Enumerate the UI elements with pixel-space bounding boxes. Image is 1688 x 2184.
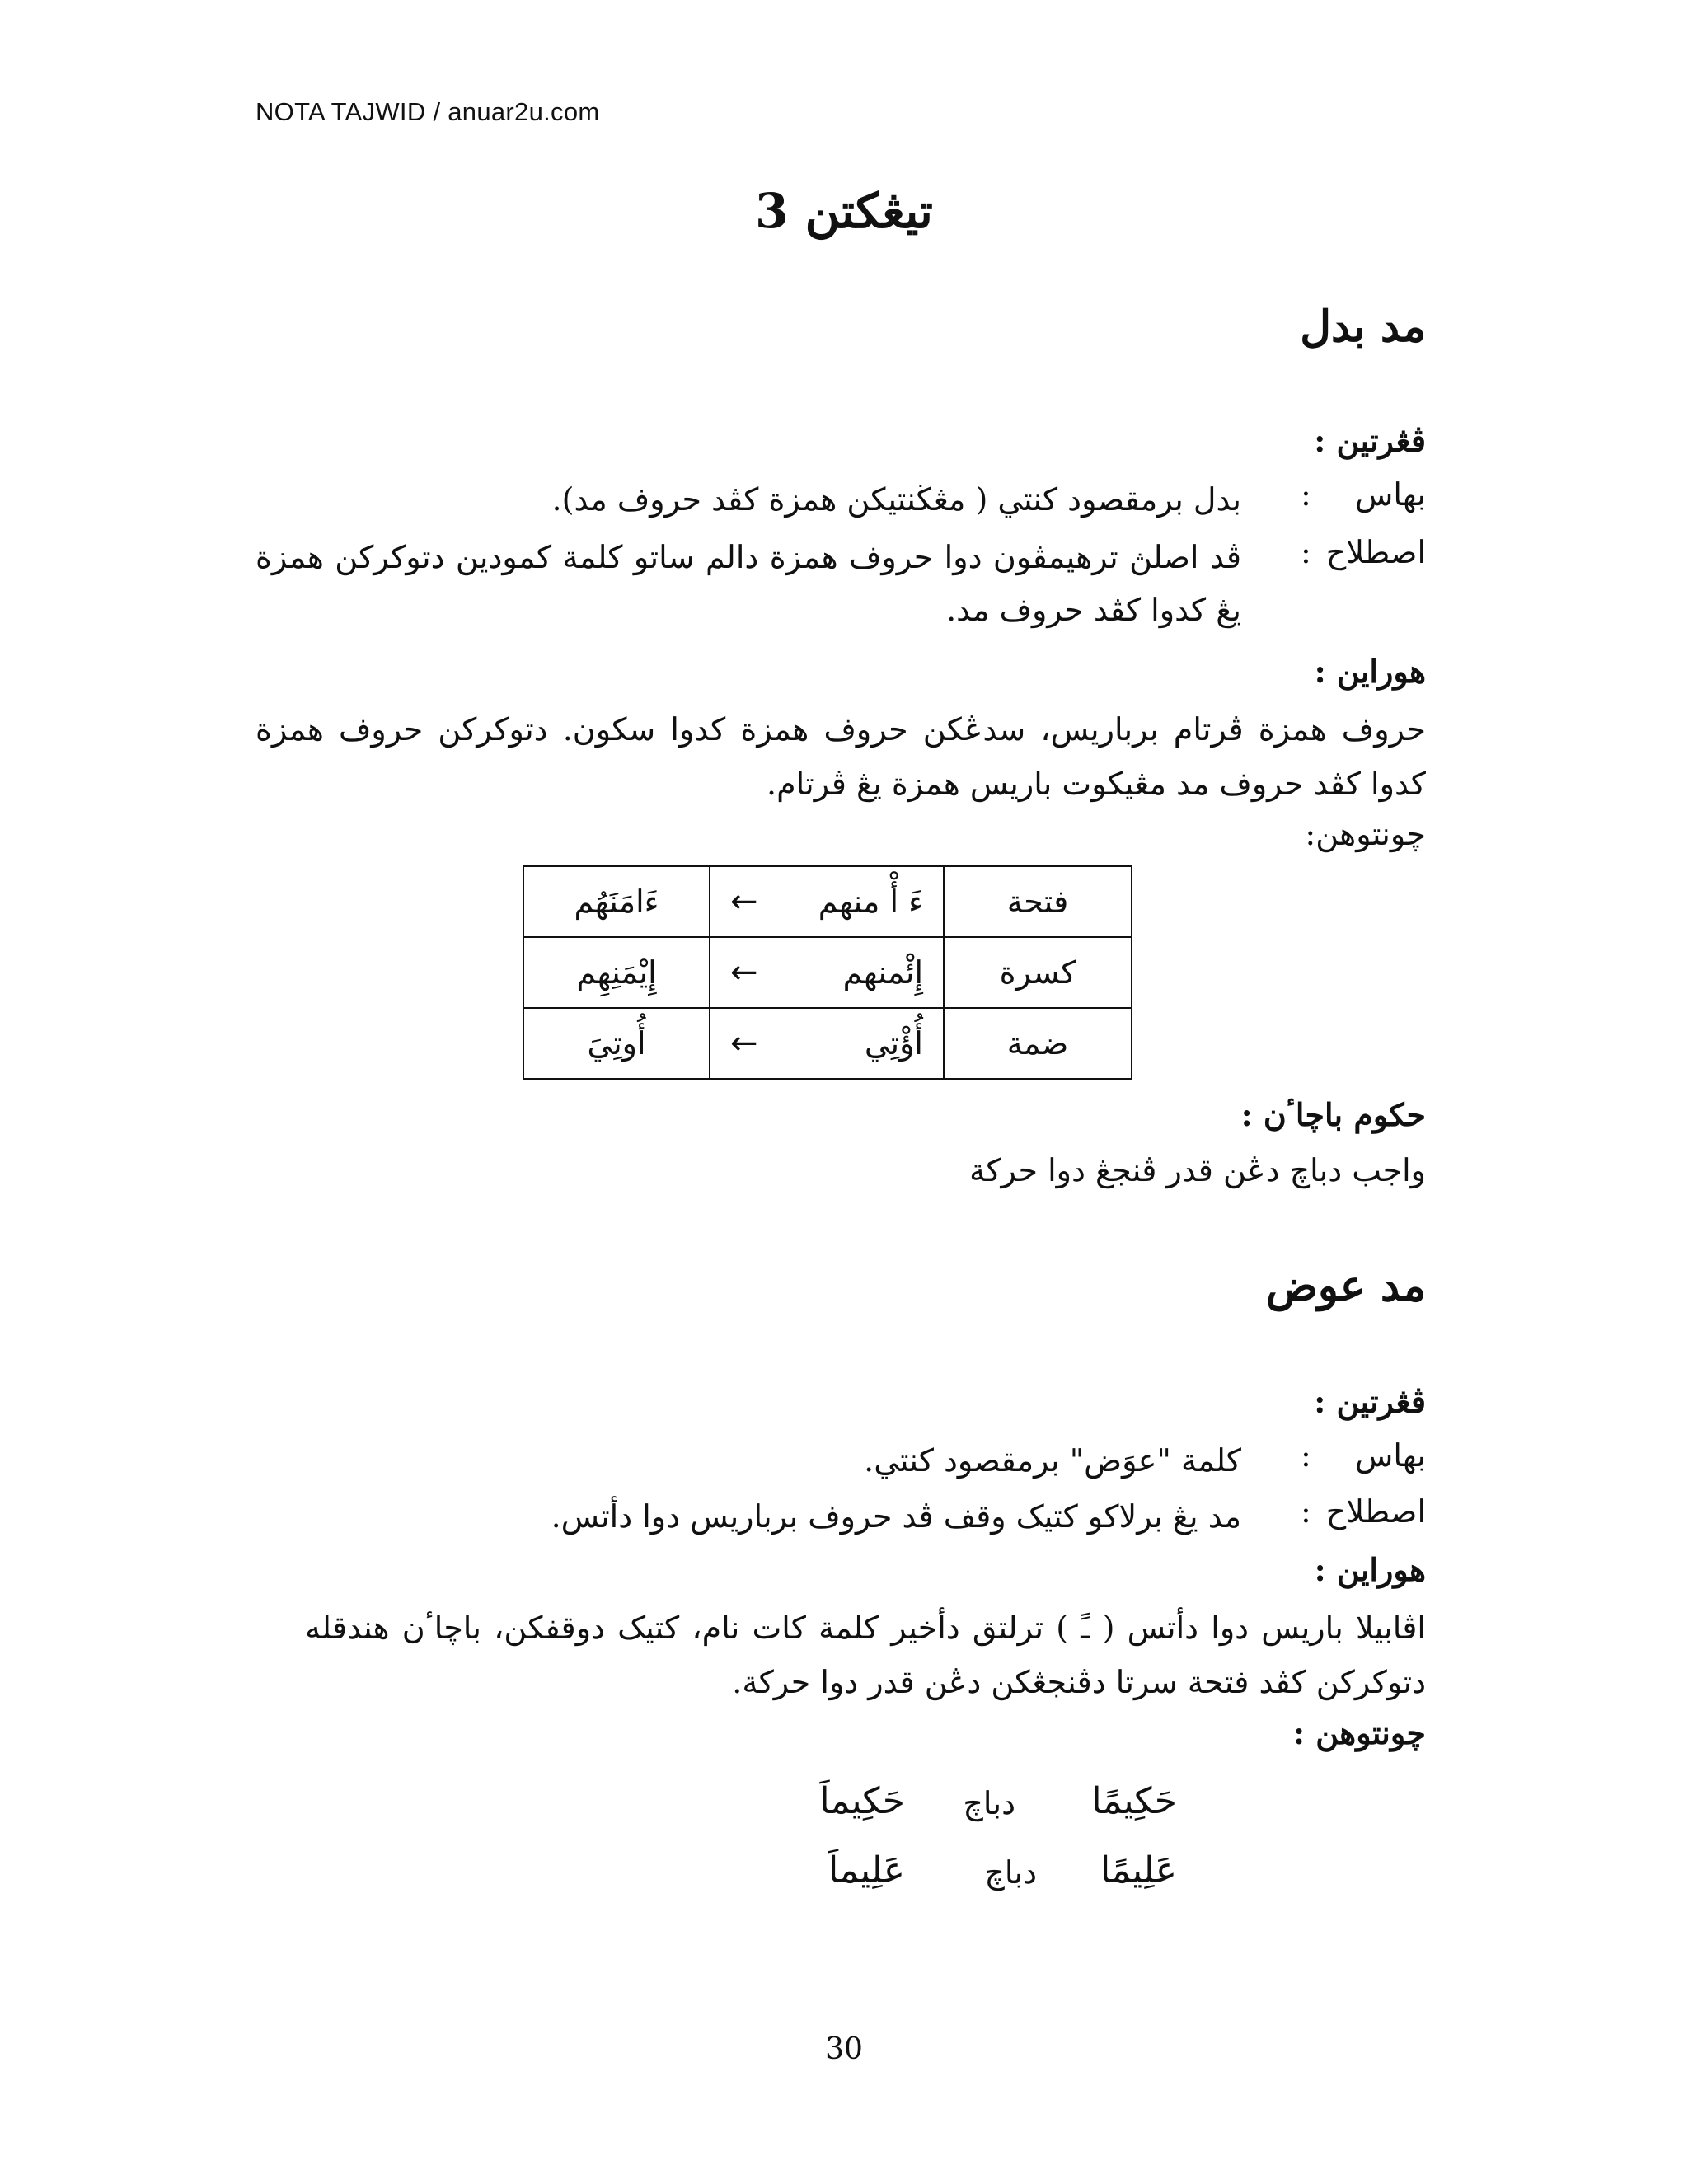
istilah-text: مد يڠ برلاكو كتيک وقف ڤد حروف برباريس دوا دأتس. xyxy=(551,1498,1241,1535)
arrow-left-icon: ← xyxy=(730,1024,758,1062)
source-word: ءَ أْ منهم xyxy=(818,883,923,920)
bahasa-text: بدل برمقصود كنتي ( مڠڬنتيكن همزة كڤد حروف مد). xyxy=(551,481,1241,518)
ruling-text: واجب دباچ دڠن قدر ڤنجڠ دوا حركة xyxy=(969,1152,1426,1188)
result-word: ءَامَنَهُم xyxy=(523,866,710,937)
table-row xyxy=(523,937,1132,1008)
istilah-text: ڤد اصلڽ ترهيمڤون دوا حروف همزة دالم ساتو كلمة كمودين دتوكركن همزة يڠ كدوا كڤد حروف مد. xyxy=(256,539,1241,628)
harakat-label: ضمة xyxy=(944,1008,1132,1079)
istilah-colon: : xyxy=(1301,1493,1311,1530)
definition-heading: ڤڠرتين : xyxy=(1314,422,1426,459)
source-cell xyxy=(710,937,944,1008)
definition-heading: ڤڠرتين : xyxy=(1314,1383,1426,1420)
bahasa-term: بهاس xyxy=(1354,1437,1426,1474)
bahasa-text: كلمة "عوَض" برمقصود كنتي. xyxy=(864,1442,1241,1479)
example-table xyxy=(523,865,1132,1080)
harakat-label: كسرة xyxy=(944,937,1132,1008)
example-connector: دباچ xyxy=(984,1854,1037,1891)
bahasa-term: بهاس xyxy=(1354,476,1426,513)
source-cell xyxy=(710,1008,944,1079)
section-heading-mad-iwad: مد عوض xyxy=(1265,1261,1426,1311)
source-word: إِئْمنهم xyxy=(842,954,923,991)
istilah-colon: : xyxy=(1301,534,1311,570)
example-word: حَكِيمًا xyxy=(1091,1780,1177,1822)
section-heading-mad-badal: مد بدل xyxy=(1300,302,1426,352)
explanation-heading: هوراين : xyxy=(1314,1551,1426,1588)
example-connector: دباچ xyxy=(963,1785,1015,1821)
table-row xyxy=(523,1008,1132,1079)
bahasa-colon: : xyxy=(1301,1437,1311,1474)
example-word: عَلِيمًا xyxy=(1100,1849,1177,1891)
table-row xyxy=(523,866,1132,937)
istilah-term: اصطلاح xyxy=(1325,1493,1426,1530)
arrow-left-icon: ← xyxy=(730,883,758,921)
source-word: أُؤْتِي xyxy=(864,1025,923,1062)
explanation-text: اڤابيلا باريس دوا دأتس ( ـً ) ترلتق دأخير كلمة كات نام، كتيک دوقفكن، باچاٴن هندقله دتوكركن كڤد فتحة سرتا دڤنجڠكن دڠن قدر دوا حركة. xyxy=(305,1610,1426,1700)
example-heading: چونتوهن: xyxy=(1305,816,1426,852)
arrow-left-icon: ← xyxy=(730,954,758,991)
example-reading: عَلِيماَ xyxy=(828,1849,905,1891)
harakat-label: فتحة xyxy=(944,866,1132,937)
site-header: NOTA TAJWID / anuar2u.com xyxy=(256,97,600,126)
istilah-term: اصطلاح xyxy=(1325,534,1426,570)
chapter-title: تيڠكتن 3 xyxy=(755,183,933,239)
page-number: 30 xyxy=(825,2032,863,2066)
example-reading: حَكِيماَ xyxy=(819,1780,905,1822)
result-word: أُوتِيَ xyxy=(523,1008,710,1079)
explanation-heading: هوراين : xyxy=(1314,653,1426,690)
bahasa-colon: : xyxy=(1301,476,1311,513)
source-cell xyxy=(710,866,944,937)
explanation-text: حروف همزة ڤرتام برباريس، سدڠكن حروف همزة كدوا سكون. دتوكركن حروف همزة كدوا كڤد حروف مد مڠيكوت باريس همزة يڠ ڤرتام. xyxy=(256,711,1426,802)
example-heading: چونتوهن : xyxy=(1292,1714,1426,1751)
ruling-heading: حكوم باچاٴن : xyxy=(1240,1096,1426,1133)
result-word: إِيْمَنِهِم xyxy=(523,937,710,1008)
